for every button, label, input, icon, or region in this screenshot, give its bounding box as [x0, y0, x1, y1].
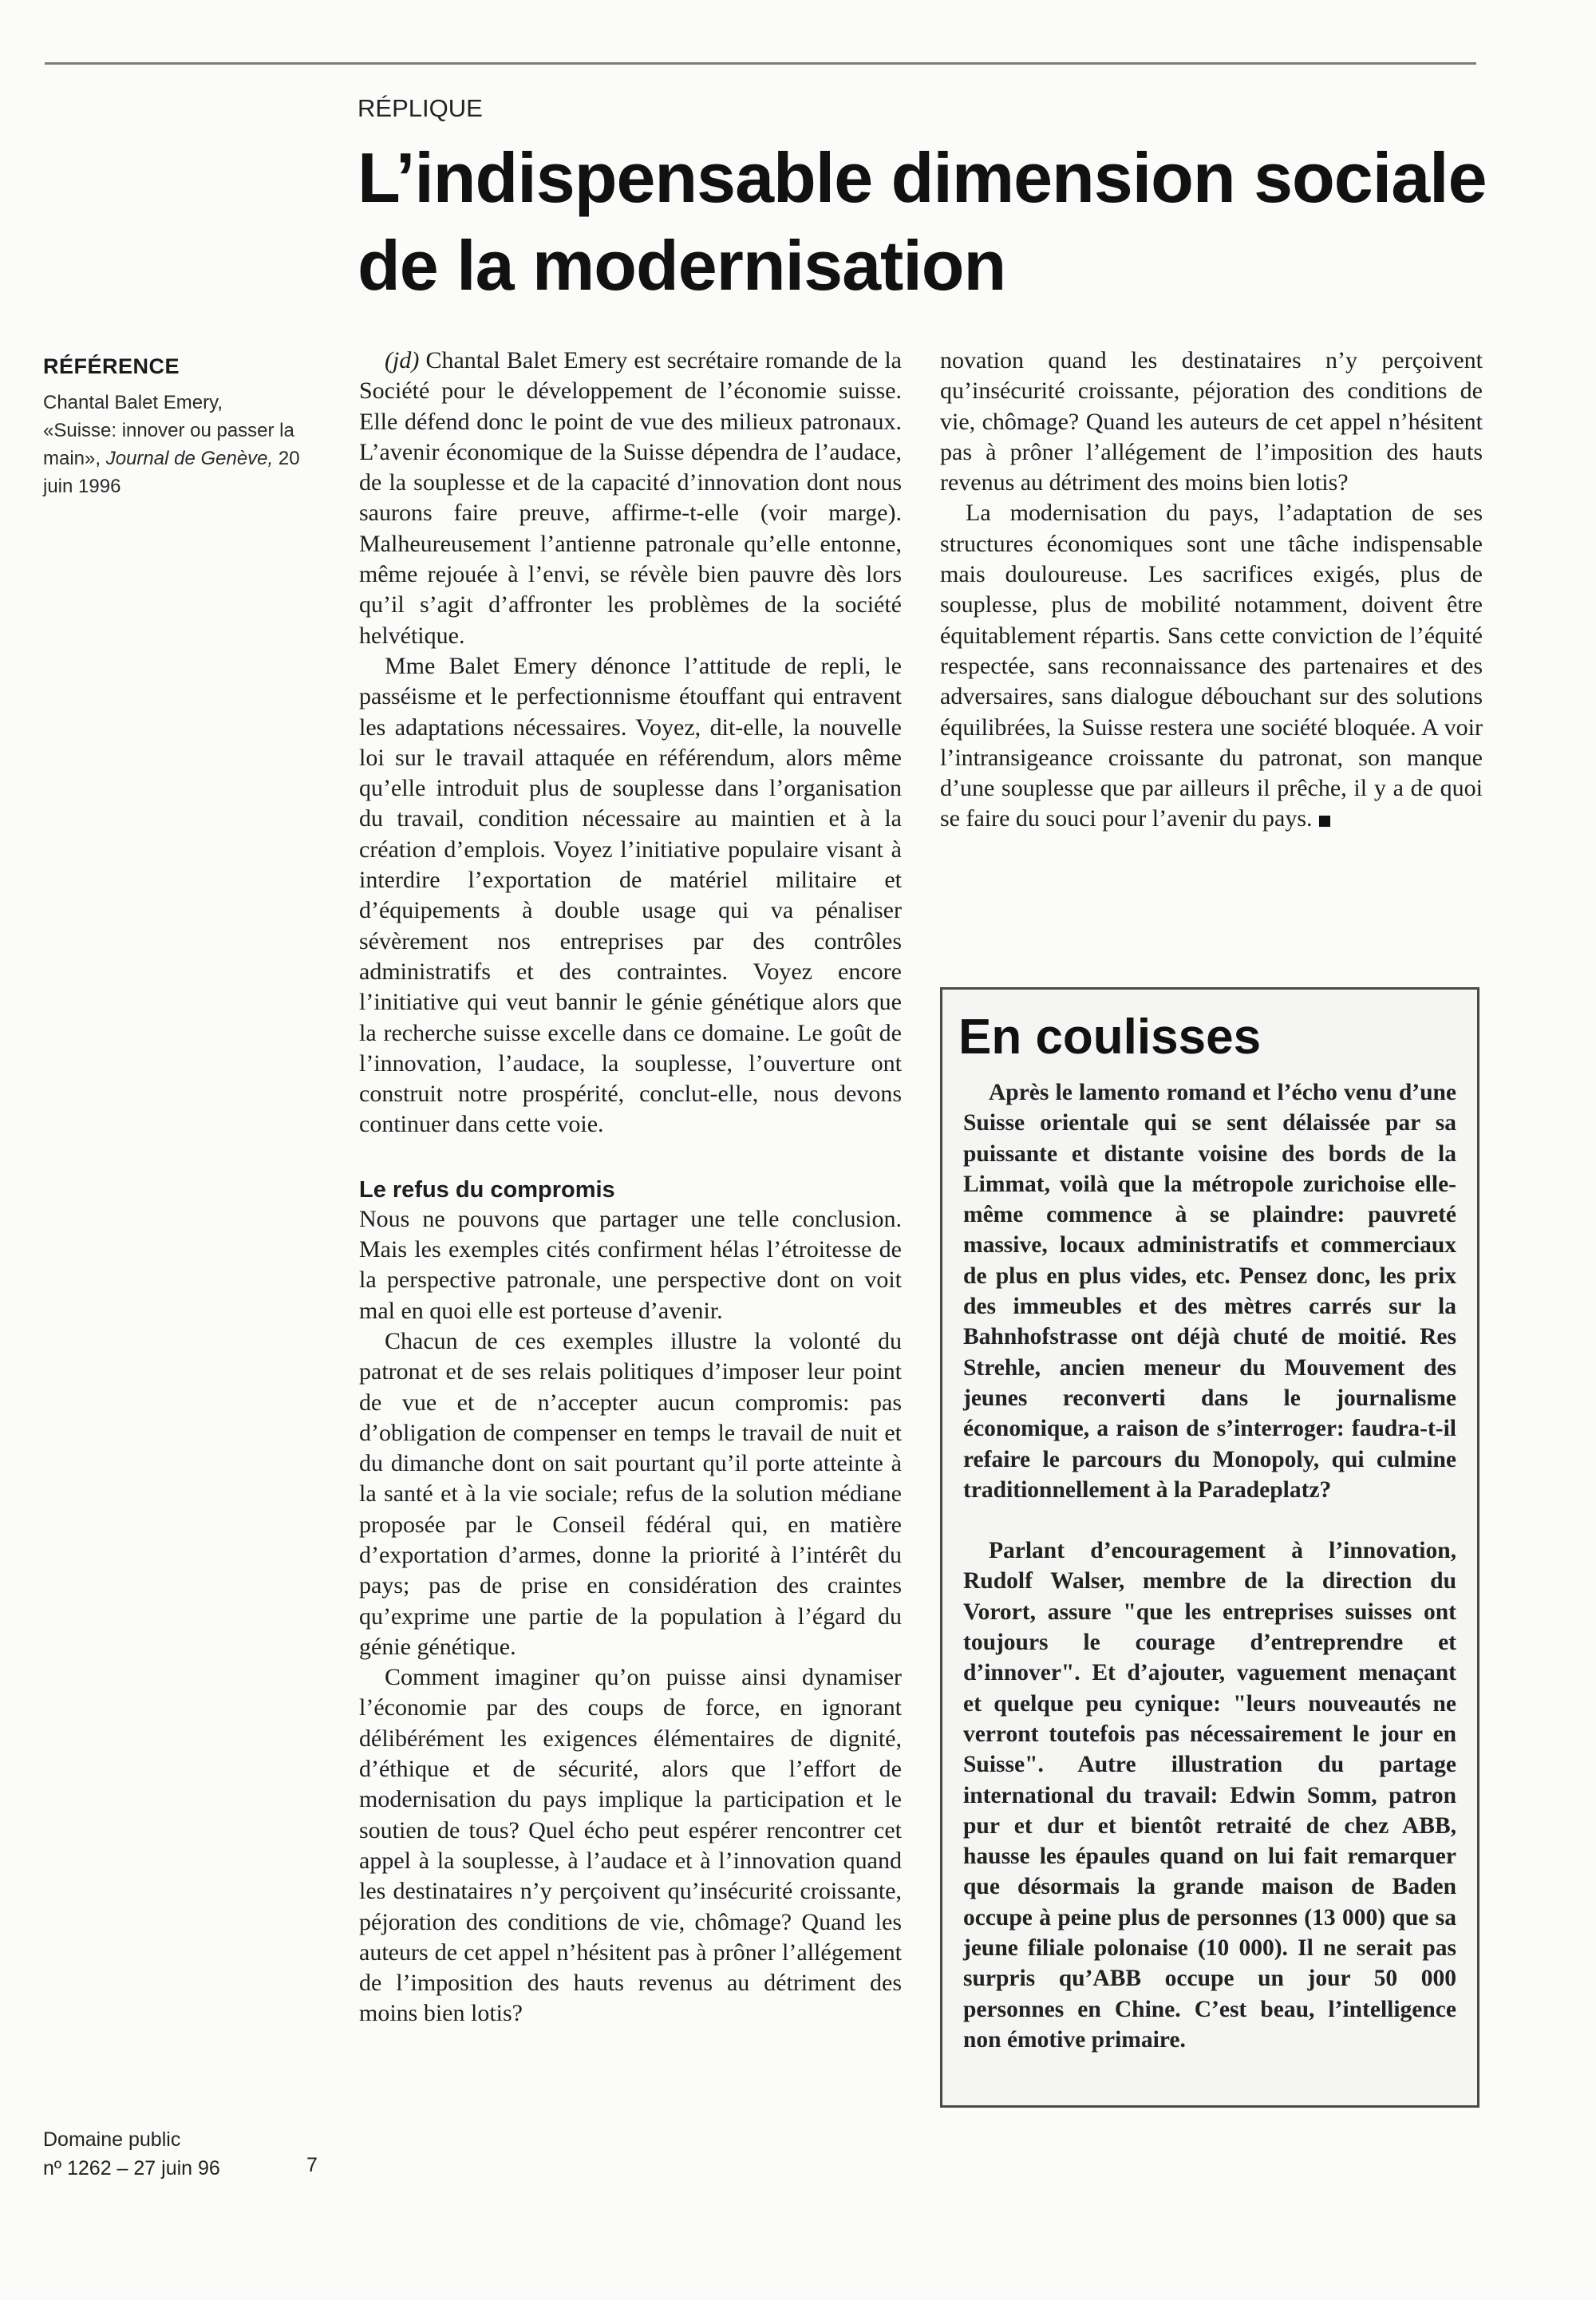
top-rule	[45, 62, 1476, 65]
publication-footer	[43, 2125, 220, 2183]
article-paragraph: Nous ne pouvons que partager une telle conclusion. Mais les exemples cités confirment hélas l’étroitesse de la perspective patronale, une perspective dont on voit mal en quoi elle est porteuse d’avenir.	[359, 1205, 902, 1324]
headline-line-2: de la modernisation	[358, 226, 1006, 305]
reference-label: RÉFÉRENCE	[43, 354, 180, 378]
article-paragraph: Mme Balet Emery dénonce l’attitude de repli, le passéisme et le perfectionnisme étouffant qui entravent les adaptations nécessaires. Voyez, dit-elle, la nouvelle loi sur le travail attaquée en référendum, alors même qu’elle introduit plus de souplesse dans l’organisation du travail, condition nécessaire au maintien et à la création d’emplois. Voyez l’initiative populaire visant à interdire l’exportation de matériel militaire et d’équipements à double usage qui va pénaliser sévèrement nos entreprises par des contrôles administratifs et des contraintes. Voyez encore l’initiative qui veut bannir le génie génétique alors que la recherche suisse excelle dans ce domaine. Le goût de l’innovation, l’audace, la souplesse, l’ouverture ont construit notre prospérité, conclut-elle, nous devons continuer dans cette voie.	[359, 652, 902, 1138]
article-headline	[358, 134, 1507, 310]
sidebox-body	[963, 1077, 1456, 2055]
reference-title: «Suisse: innover ou passer la main»,	[43, 420, 294, 469]
reference-source: Journal de Genève,	[105, 448, 274, 469]
article-subheading: Le refus du compromis	[359, 1176, 615, 1203]
paragraph-text: La modernisation du pays, l’adaptation de ses structures économiques sont une tâche indispensable mais douloureuse. Les sacrifices exigés, plus de souplesse, plus de mobilité notamment, doivent être équitablement répartis. Sans cette conviction de l’équité respectée, sans reconnaissance des partenaires et des adversaires, sans dialogue débouchant sur des solutions équilibrées, la Suisse restera une société bloquée. A voir l’intransigeance croissante du patronat, son manque d’une souplesse que par ailleurs il prêche, il y a de quoi se faire du souci pour l’avenir du pays.	[940, 500, 1483, 832]
reference-date: 20 juin 1996	[43, 448, 300, 497]
reference-citation	[43, 389, 330, 500]
sidebox-paragraph: Après le lamento romand et l’écho venu d’une Suisse orientale qui se sent délaissée par sa puissante et distante voisine des bords de la Limmat, voilà que la métropole zurichoise elle-même commence à se plaindre: pauvreté massive, locaux administratifs et commerciaux de plus en plus vides, etc. Pensez donc, les prix des immeubles et des mètres carrés sur la Bahnhofstrasse ont déjà chuté de moitié. Res Strehle, ancien meneur du Mouvement des jeunes reconverti dans le journalisme économique, a raison de s’interroger: faudra-t-il refaire le parcours du Monopoly, qui culmine traditionnellement à la Paradeplatz?	[963, 1080, 1456, 1503]
article-paragraph-continued: novation quand les destinataires n’y perçoivent qu’insécurité croissante, péjoration des conditions de vie, chômage? Quand les auteurs de cet appel n’hésitent pas à prôner l’allégement de l’imposition des hauts revenus au détriment des moins bien lotis?	[940, 347, 1483, 496]
article-paragraph	[940, 498, 1483, 834]
sidebox-paragraph: Parlant d’encouragement à l’innovation, Rudolf Walser, membre de la direction du Vorort, assure "que les entreprises suisses ont toujours le courage d’entreprendre et d’innover". Et d’ajouter, vaguement menaçant et quelque peu cynique: "leurs nouveautés ne verront toutefois pas nécessairement le jour en Suisse". Autre illustration du partage international du travail: Edwin Somm, patron pur et dur et bientôt retraité de chez ABB, hausse les épaules quand on lui fait remarquer que désormais la grande maison de Baden occupe à peine plus de personnes (13 000) que sa jeune filiale polonaise (10 000). Il ne serait pas surpris qu’ABB occupe un jour 50 000 personnes en Chine. C’est beau, l’intelligence non émotive primaire.	[963, 1538, 1456, 2053]
headline-line-1: L’indispensable dimension sociale	[358, 138, 1487, 217]
reference-author: Chantal Balet Emery,	[43, 392, 223, 413]
publication-name: Domaine public	[43, 2128, 181, 2151]
article-paragraph	[359, 346, 902, 651]
article-paragraph: Chacun de ces exemples illustre la volonté du patronat et de ses relais politiques d’imposer leur point de vue et de n’accepter aucun compromis: pas d’obligation de compenser en temps le travail de nuit et du dimanche dont on sait pourtant qu’il porte atteinte à la santé et à la vie sociale; refus de la solution médiane proposée par le Conseil fédéral qui, en matière d’exportation d’armes, donne la priorité à l’intérêt du pays; pas de prise en considération des craintes qu’exprime une partie de la population à l’égard du génie génétique.	[359, 1327, 902, 1660]
paragraph-text: Chantal Balet Emery est secrétaire romande de la Société pour le développement de l’économie suisse. Elle défend donc le point de vue des milieux patronaux. L’avenir économique de la Suisse dépendra de l’audace, de la souplesse et de la capacité d’innovation dont nous saurons faire preuve, affirme-t-elle (voir marge). Malheureusement l’antienne patronale qu’elle entonne, même rejouée à l’envi, se révèle bien pauvre dès lors qu’il s’agit d’affronter les problèmes de la société helvétique.	[359, 347, 902, 649]
end-of-article-mark	[1319, 816, 1330, 827]
section-kicker: RÉPLIQUE	[358, 94, 483, 122]
sidebox-title: En coulisses	[958, 1010, 1262, 1065]
reference-sidebar	[43, 354, 330, 500]
article-column-2	[940, 346, 1483, 835]
page-number: 7	[306, 2154, 318, 2176]
author-initials: (jd)	[385, 347, 420, 373]
article-paragraph: Comment imaginer qu’on puisse ainsi dynamiser l’économie par des coups de force, en ignorant délibérément les exigences élémentaires de dignité, d’éthique et de sécurité, alors que l’effort de modernisation du pays implique la participation et le soutien de tous? Quel écho peut espérer rencontrer cet appel à la souplesse, à l’audace et à l’innovation quand les destinataires n’y perçoivent qu’insécurité croissante, péjoration des conditions de vie, chômage? Quand les auteurs de cet appel n’hésitent pas à prôner l’allégement de l’imposition des hauts revenus au détriment des moins bien lotis?	[359, 1664, 902, 2027]
sidebox-en-coulisses	[940, 987, 1479, 2108]
article-column-1	[359, 346, 902, 2027]
issue-info: nº 1262 – 27 juin 96	[43, 2157, 220, 2179]
